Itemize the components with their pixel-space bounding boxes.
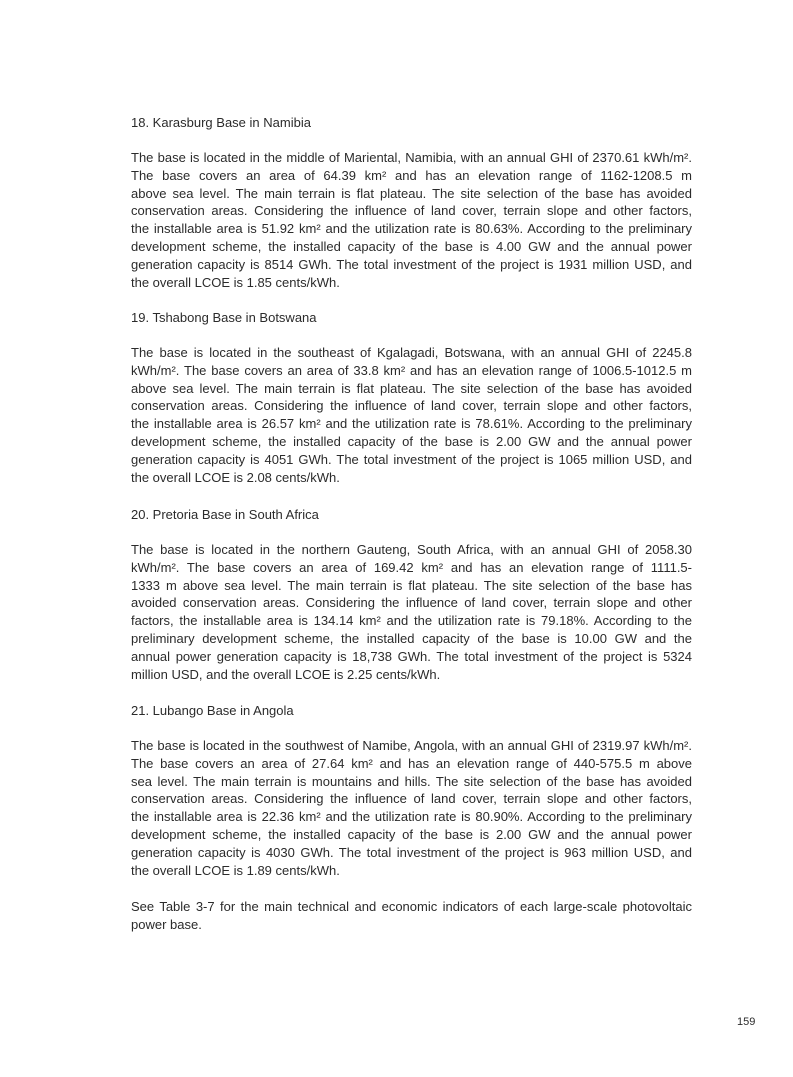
text-line: kWh/m². The base covers an area of 33.8 km² and has an elevation range of 1006.5-1012.5 m xyxy=(131,362,692,378)
text-line: power base. xyxy=(131,916,202,932)
text-line: above sea level. The main terrain is flat plateau. The site selection of the base has avoided xyxy=(131,185,692,201)
text-line: See Table 3-7 for the main technical and economic indicators of each large-scale photovoltaic xyxy=(131,899,692,914)
closing-paragraph xyxy=(131,898,692,934)
text-line: The base covers an area of 64.39 km² and has an elevation range of 1162-1208.5 m xyxy=(131,167,692,183)
text-line: conservation areas. Considering the influence of land cover, terrain slope and other factors, xyxy=(131,791,692,807)
section-heading: 21. Lubango Base in Angola xyxy=(131,703,294,718)
text-line: development scheme, the installed capacity of the base is 2.00 GW and the annual power xyxy=(131,433,692,449)
text-line: kWh/m². The base covers an area of 169.42 km² and has an elevation range of 1111.5- xyxy=(131,559,692,575)
text-line: the installable area is 22.36 km² and the utilization rate is 80.90%. According to the preliminary xyxy=(131,809,692,825)
text-line: conservation areas. Considering the influence of land cover, terrain slope and other factors, xyxy=(131,203,692,219)
text-line: The base is located in the middle of Mariental, Namibia, with an annual GHI of 2370.61 kWh/m². xyxy=(131,150,692,165)
text-line: generation capacity is 8514 GWh. The total investment of the project is 1931 million USD, and xyxy=(131,256,692,272)
section-paragraph xyxy=(131,737,692,879)
text-line: The base covers an area of 27.64 km² and has an elevation range of 440-575.5 m above xyxy=(131,755,692,771)
text-line: sea level. The main terrain is mountains and hills. The site selection of the base has avoided xyxy=(131,773,692,789)
text-line: development scheme, the installed capacity of the base is 4.00 GW and the annual power xyxy=(131,238,692,254)
text-line: avoided conservation areas. Considering the influence of land cover, terrain slope and other xyxy=(131,595,692,611)
text-line: generation capacity is 4051 GWh. The total investment of the project is 1065 million USD, and xyxy=(131,451,692,467)
section-heading: 19. Tshabong Base in Botswana xyxy=(131,310,317,325)
text-line: the overall LCOE is 2.08 cents/kWh. xyxy=(131,469,340,485)
text-line: The base is located in the southwest of Namibe, Angola, with an annual GHI of 2319.97 kWh/m². xyxy=(131,738,692,753)
text-line: factors, the installable area is 134.14 km² and the utilization rate is 79.18%. According to the xyxy=(131,613,692,629)
text-line: the overall LCOE is 1.89 cents/kWh. xyxy=(131,862,340,878)
section-heading: 18. Karasburg Base in Namibia xyxy=(131,115,311,130)
text-line: preliminary development scheme, the installed capacity of the base is 10.00 GW and the xyxy=(131,630,692,646)
section-heading: 20. Pretoria Base in South Africa xyxy=(131,507,319,522)
text-line: The base is located in the northern Gauteng, South Africa, with an annual GHI of 2058.30 xyxy=(131,542,692,557)
page-number: 159 xyxy=(737,1016,756,1028)
text-line: the installable area is 26.57 km² and the utilization rate is 78.61%. According to the preliminary xyxy=(131,416,692,432)
text-line: development scheme, the installed capacity of the base is 2.00 GW and the annual power xyxy=(131,826,692,842)
text-line: generation capacity is 4030 GWh. The total investment of the project is 963 million USD, and xyxy=(131,844,692,860)
section-paragraph xyxy=(131,344,692,486)
text-line: above sea level. The main terrain is flat plateau. The site selection of the base has avoided xyxy=(131,380,692,396)
text-line: the installable area is 51.92 km² and the utilization rate is 80.63%. According to the preliminary xyxy=(131,221,692,237)
text-line: the overall LCOE is 1.85 cents/kWh. xyxy=(131,274,340,290)
text-line: The base is located in the southeast of Kgalagadi, Botswana, with an annual GHI of 2245.8 xyxy=(131,345,692,360)
text-line: annual power generation capacity is 18,738 GWh. The total investment of the project is 5324 xyxy=(131,648,692,664)
section-paragraph xyxy=(131,149,692,291)
text-line: million USD, and the overall LCOE is 2.25 cents/kWh. xyxy=(131,666,441,682)
text-line: conservation areas. Considering the influence of land cover, terrain slope and other factors, xyxy=(131,398,692,414)
section-paragraph xyxy=(131,541,692,683)
text-line: 1333 m above sea level. The main terrain is flat plateau. The site selection of the base has xyxy=(131,577,692,593)
